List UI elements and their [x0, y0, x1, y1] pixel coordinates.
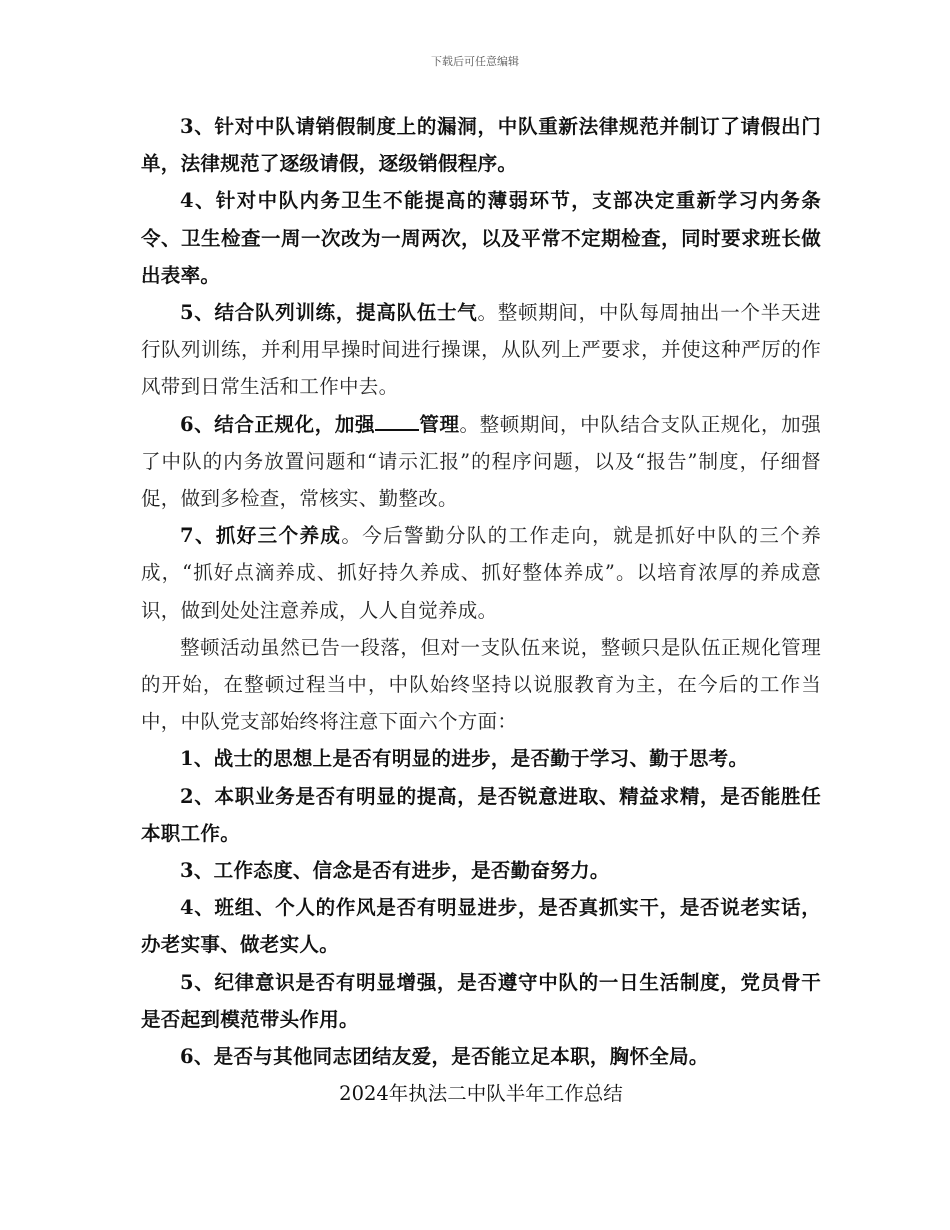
fill-in-blank: [375, 411, 419, 431]
paragraph-6-text: 。整顿期间，中队结合支队正规化，加强了中队的内务放置问题和“请示汇报”的程序问题，以及“报告”制度，仔细督促，做到多检查，常核实、勤整改。: [141, 412, 821, 511]
document-body: [141, 108, 821, 1112]
paragraph-5-lead: 5、结合队列训练，提高队伍士气: [180, 301, 478, 325]
aspect-2: 2、本职业务是否有明显的提高，是否锐意进取、精益求精，是否能胜任本职工作。: [141, 784, 821, 845]
aspect-3: 3、工作态度、信念是否有进步，是否勤奋努力。: [180, 859, 610, 883]
paragraph-summary: 整顿活动虽然已告一段落，但对一支队伍来说，整顿只是队伍正规化管理的开始，在整顿过程当中，中队始终坚持以说服教育为主，在今后的工作当中，中队党支部始终将注意下面六个方面：: [141, 635, 821, 734]
paragraph-7-text: 。今后警勤分队的工作走向，就是抓好中队的三个养成，“抓好点滴养成、抓好持久养成、抓好整体养成”。以培育浓厚的养成意识，做到处处注意养成，人人自觉养成。: [141, 524, 822, 622]
paragraph-6-lead-before: 6、结合正规化，加强: [180, 412, 376, 436]
aspect-6: 6、是否与其他同志团结友爱，是否能立足本职，胸怀全局。: [180, 1045, 709, 1069]
paragraph-7-lead: 7、抓好三个养成: [180, 524, 342, 548]
document-title: 2024年执法二中队半年工作总结: [339, 1082, 623, 1106]
aspect-1: 1、战士的思想上是否有明显的进步，是否勤于学习、勤于思考。: [180, 747, 749, 771]
paragraph-5-text: 。整顿期间，中队每周抽出一个半天进行队列训练，并利用早操时间进行操课，从队列上严要求，并使这种严厉的作风带到日常生活和工作中去。: [141, 301, 821, 399]
paragraph-6: [141, 406, 821, 518]
paragraph-6-lead-after: 管理: [419, 412, 460, 436]
paragraph-7: [141, 517, 821, 629]
paragraph-5: [141, 294, 821, 406]
aspect-5: 5、纪律意识是否有明显增强，是否遵守中队的一日生活制度，党员骨干是否起到模范带头作用。: [141, 970, 821, 1031]
paragraph-3: 3、针对中队请销假制度上的漏洞，中队重新法律规范并制订了请假出门单，法律规范了逐级请假，逐级销假程序。: [141, 115, 821, 176]
page-header: 下载后可任意编辑: [431, 55, 519, 68]
paragraph-4: 4、针对中队内务卫生不能提高的薄弱环节，支部决定重新学习内务条令、卫生检查一周一次改为一周两次，以及平常不定期检查，同时要求班长做出表率。: [141, 189, 821, 287]
aspect-4: 4、班组、个人的作风是否有明显进步，是否真抓实干，是否说老实话，办老实事、做老实人。: [141, 896, 821, 957]
